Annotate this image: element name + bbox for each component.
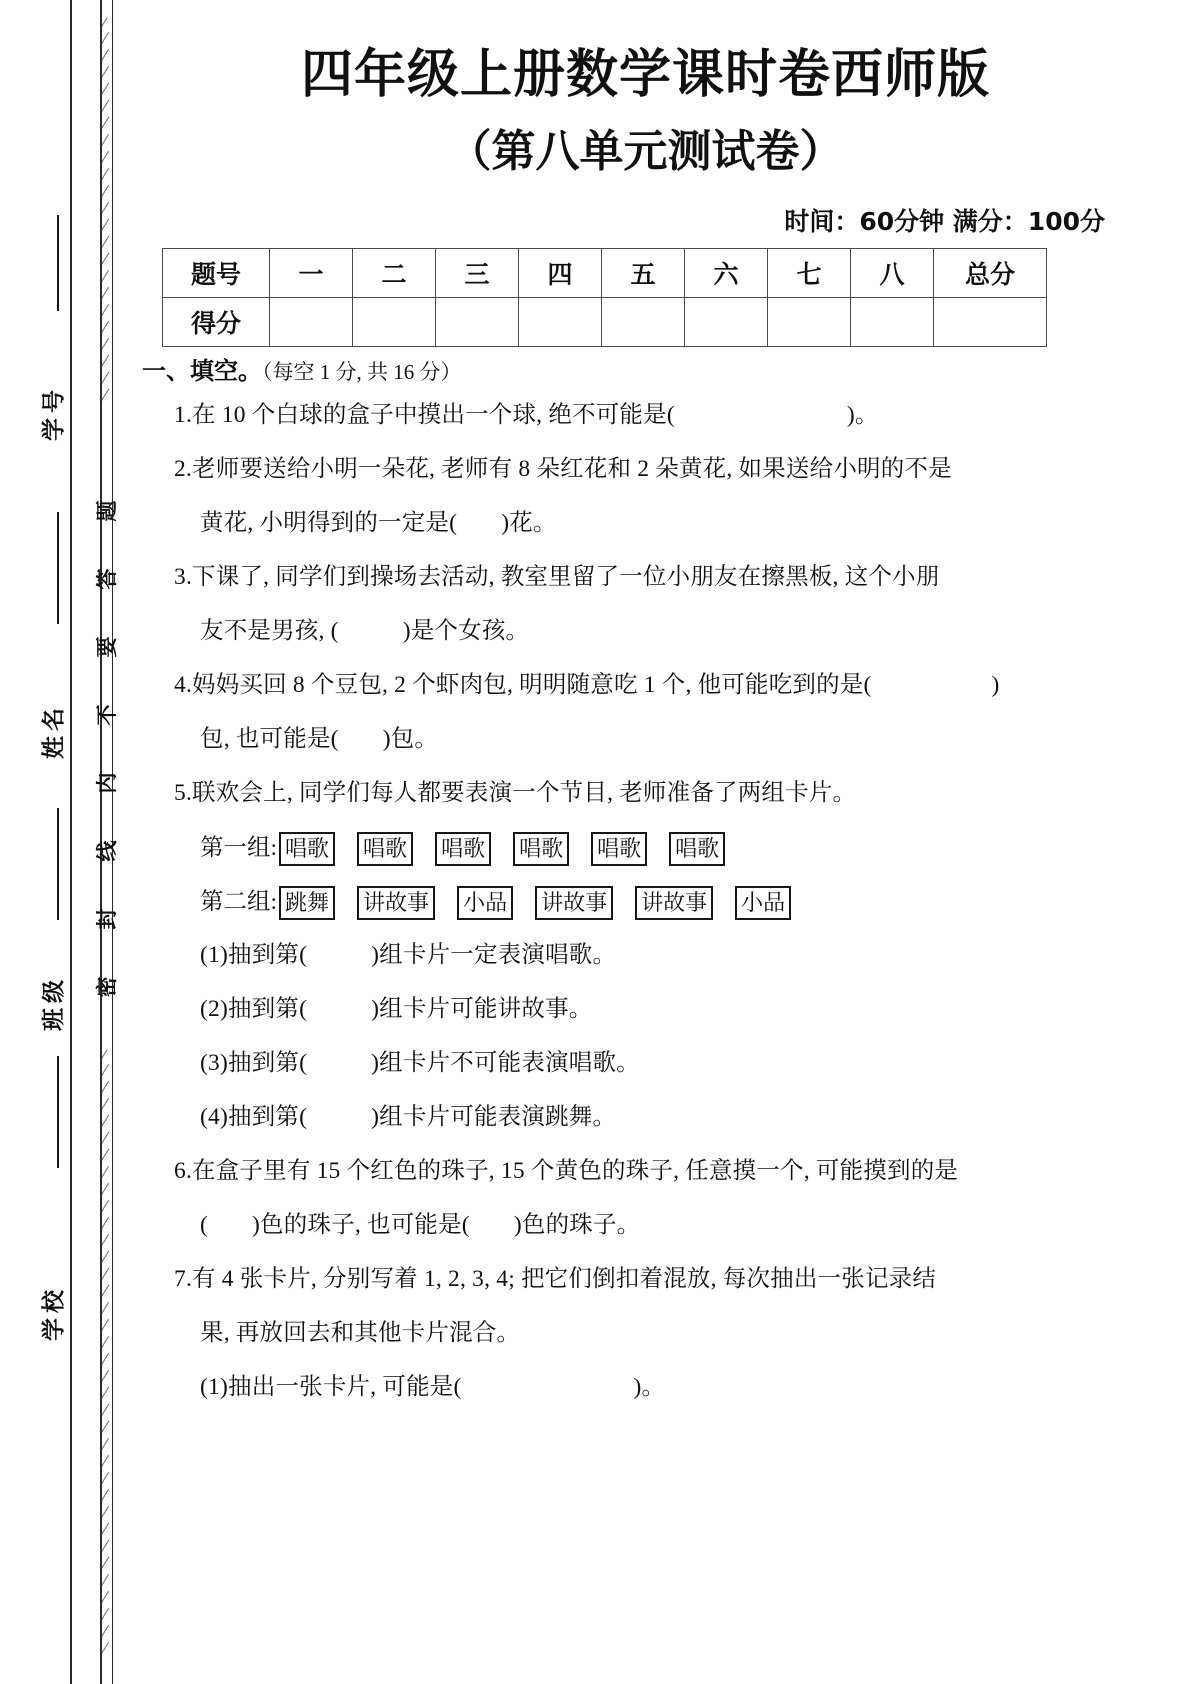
seal-char-1: 答 xyxy=(95,568,119,590)
section-separator: 、 xyxy=(166,359,190,385)
question-4-line-1 xyxy=(174,661,1151,709)
question-7-sub-1-text-b: )。 xyxy=(633,1373,666,1400)
question-4-text-line2a: 包, 也可能是( xyxy=(200,725,339,752)
class-line[interactable] xyxy=(57,808,59,920)
score-cell-5[interactable] xyxy=(602,298,685,347)
card-group1-1: 唱歌 xyxy=(279,832,335,866)
seal-char-0: 题 xyxy=(95,500,119,522)
card-group1-4: 唱歌 xyxy=(513,832,569,866)
section-title: 填空。 xyxy=(190,359,262,385)
question-5-sub-1-text-a: 抽到第( xyxy=(228,941,308,968)
question-5-sub-3 xyxy=(200,1039,1151,1087)
question-5-sub-2-text-b: )组卡片可能讲故事。 xyxy=(371,995,593,1022)
score-cell-3[interactable] xyxy=(436,298,519,347)
score-cell-7[interactable] xyxy=(768,298,851,347)
score-cell-total[interactable] xyxy=(934,298,1047,347)
question-2-line-2 xyxy=(200,499,1151,547)
question-6-line-2 xyxy=(200,1201,1151,1249)
field-label-school: 学校 xyxy=(41,1285,66,1341)
question-5-sub-1-number: (1) xyxy=(200,941,229,968)
seal-rule-outer xyxy=(70,0,72,1684)
score-table-row-label-score: 得分 xyxy=(163,298,270,347)
score-table-col-3: 三 xyxy=(436,249,519,298)
question-1-tail: )。 xyxy=(846,401,879,428)
score-table-col-1: 一 xyxy=(270,249,353,298)
question-5-sub-3-number: (3) xyxy=(200,1049,229,1076)
question-5-sub-1-text-b: )组卡片一定表演唱歌。 xyxy=(371,941,617,968)
field-label-class: 班级 xyxy=(41,975,66,1031)
card-group2-1: 跳舞 xyxy=(279,886,335,920)
question-2-text-line2a: 黄花, 小明得到的一定是( xyxy=(200,509,458,536)
card-group2-3: 小品 xyxy=(457,886,513,920)
card-group2-6: 小品 xyxy=(735,886,791,920)
card-group1-2: 唱歌 xyxy=(357,832,413,866)
exam-meta: 时间：60分钟 满分：100分 xyxy=(784,207,1105,236)
question-5-group-1 xyxy=(200,823,1151,875)
seal-char-3: 不 xyxy=(95,704,119,726)
score-table-col-5: 五 xyxy=(602,249,685,298)
score-cell-8[interactable] xyxy=(851,298,934,347)
question-5-sub-4-number: (4) xyxy=(200,1103,229,1130)
seal-char-2: 要 xyxy=(95,636,119,658)
question-7-sub-1 xyxy=(200,1363,1151,1411)
question-3-line-2 xyxy=(200,607,1151,655)
score-table xyxy=(162,248,1047,347)
question-5-sub-2-text-a: 抽到第( xyxy=(228,995,308,1022)
question-7-text-line1: 有 4 张卡片, 分别写着 1, 2, 3, 4; 把它们倒扣着混放, 每次抽出一张记录结 xyxy=(192,1265,937,1292)
table-row-scores xyxy=(163,298,1047,347)
field-label-student-id: 学号 xyxy=(41,385,66,441)
question-3-text-line2b: )是个女孩。 xyxy=(402,617,530,644)
question-5-group-2 xyxy=(200,877,1151,929)
seal-hatch-top xyxy=(102,18,112,418)
section-heading-1 xyxy=(142,361,1151,385)
question-7-sub-1-number: (1) xyxy=(200,1373,229,1400)
page-subtitle: （第八单元测试卷） xyxy=(447,126,844,177)
score-table-col-4: 四 xyxy=(519,249,602,298)
seal-char-6: 封 xyxy=(95,908,119,930)
question-7-number: 7. xyxy=(174,1265,193,1292)
question-2-text-line2b: )花。 xyxy=(501,509,557,536)
card-group2-4: 讲故事 xyxy=(535,886,613,920)
score-table-row-label-question: 题号 xyxy=(163,249,270,298)
card-group1-6: 唱歌 xyxy=(669,832,725,866)
question-2-number: 2. xyxy=(174,455,193,482)
question-1-number: 1. xyxy=(174,401,193,428)
card-group1-3: 唱歌 xyxy=(435,832,491,866)
question-1 xyxy=(174,391,1151,439)
question-5-sub-4-text-b: )组卡片可能表演跳舞。 xyxy=(371,1103,617,1130)
score-cell-2[interactable] xyxy=(353,298,436,347)
question-7-sub-1-text-a: 抽出一张卡片, 可能是( xyxy=(228,1373,462,1400)
question-4-text-line1a: 妈妈买回 8 个豆包, 2 个虾肉包, 明明随意吃 1 个, 他可能吃到的是( xyxy=(192,671,872,698)
question-5-sub-2-number: (2) xyxy=(200,995,229,1022)
seal-sidebar xyxy=(0,0,140,1684)
question-3-number: 3. xyxy=(174,563,193,590)
seal-char-7: 密 xyxy=(95,976,119,998)
section-number: 一 xyxy=(142,359,166,385)
seal-char-5: 线 xyxy=(95,840,119,862)
question-1-text: 在 10 个白球的盒子中摸出一个球, 绝不可能是( xyxy=(192,401,675,428)
student-name-line[interactable] xyxy=(57,512,59,624)
question-6-text-line2c: )色的珠子。 xyxy=(513,1211,641,1238)
question-5-sub-2 xyxy=(200,985,1151,1033)
questions-area xyxy=(140,361,1151,1411)
score-table-col-6: 六 xyxy=(685,249,768,298)
table-row-question-numbers xyxy=(163,249,1047,298)
card-group2-5: 讲故事 xyxy=(635,886,713,920)
question-6-text-line1: 在盒子里有 15 个红色的珠子, 15 个黄色的珠子, 任意摸一个, 可能摸到的是 xyxy=(192,1157,959,1184)
seal-char-4: 内 xyxy=(95,772,119,794)
question-2-text-line1: 老师要送给小明一朵花, 老师有 8 朵红花和 2 朵黄花, 如果送给小明的不是 xyxy=(192,455,952,482)
question-5-sub-3-text-a: 抽到第( xyxy=(228,1049,308,1076)
score-table-col-2: 二 xyxy=(353,249,436,298)
question-6-line-1 xyxy=(174,1147,1151,1195)
question-4-line-2 xyxy=(200,715,1151,763)
question-7-line-2 xyxy=(200,1309,1151,1357)
field-label-name: 姓名 xyxy=(41,703,66,759)
question-5-line-1 xyxy=(174,769,1151,817)
score-table-col-8: 八 xyxy=(851,249,934,298)
score-table-col-7: 七 xyxy=(768,249,851,298)
question-6-text-line2b: )色的珠子, 也可能是( xyxy=(252,1211,470,1238)
score-cell-6[interactable] xyxy=(685,298,768,347)
question-2-line-1 xyxy=(174,445,1151,493)
question-3-line-1 xyxy=(174,553,1151,601)
question-5-text-line1: 联欢会上, 同学们每人都要表演一个节目, 老师准备了两组卡片。 xyxy=(192,779,857,806)
question-5-number: 5. xyxy=(174,779,193,806)
card-group1-5: 唱歌 xyxy=(591,832,647,866)
question-3-text-line2a: 友不是男孩, ( xyxy=(200,617,339,644)
paper-content xyxy=(140,0,1151,1684)
question-4-text-line2b: )包。 xyxy=(382,725,439,752)
score-cell-1[interactable] xyxy=(270,298,353,347)
question-7-line-1 xyxy=(174,1255,1151,1303)
group-2-label: 第二组: xyxy=(200,888,278,915)
question-4-number: 4. xyxy=(174,671,193,698)
score-cell-4[interactable] xyxy=(519,298,602,347)
question-6-number: 6. xyxy=(174,1157,193,1184)
page-title: 四年级上册数学课时卷西师版 xyxy=(300,45,990,105)
question-6-text-line2a: ( xyxy=(200,1211,209,1238)
school-line[interactable] xyxy=(57,1056,59,1168)
group-1-label: 第一组: xyxy=(200,834,278,861)
seal-hatch-bottom xyxy=(102,1050,112,1670)
student-id-line[interactable] xyxy=(57,215,59,311)
question-4-text-line1b: ) xyxy=(991,671,1000,698)
question-3-text-line1: 下课了, 同学们到操场去活动, 教室里留了一位小朋友在擦黑板, 这个小朋 xyxy=(192,563,940,590)
question-5-sub-1 xyxy=(200,931,1151,979)
score-table-col-total: 总分 xyxy=(934,249,1047,298)
question-5-sub-3-text-b: )组卡片不可能表演唱歌。 xyxy=(371,1049,640,1076)
card-group2-2: 讲故事 xyxy=(357,886,435,920)
question-7-text-line2: 果, 再放回去和其他卡片混合。 xyxy=(200,1319,521,1346)
section-points: （每空 1 分, 共 16 分） xyxy=(262,360,462,384)
question-5-sub-4-text-a: 抽到第( xyxy=(228,1103,308,1130)
question-5-sub-4 xyxy=(200,1093,1151,1141)
